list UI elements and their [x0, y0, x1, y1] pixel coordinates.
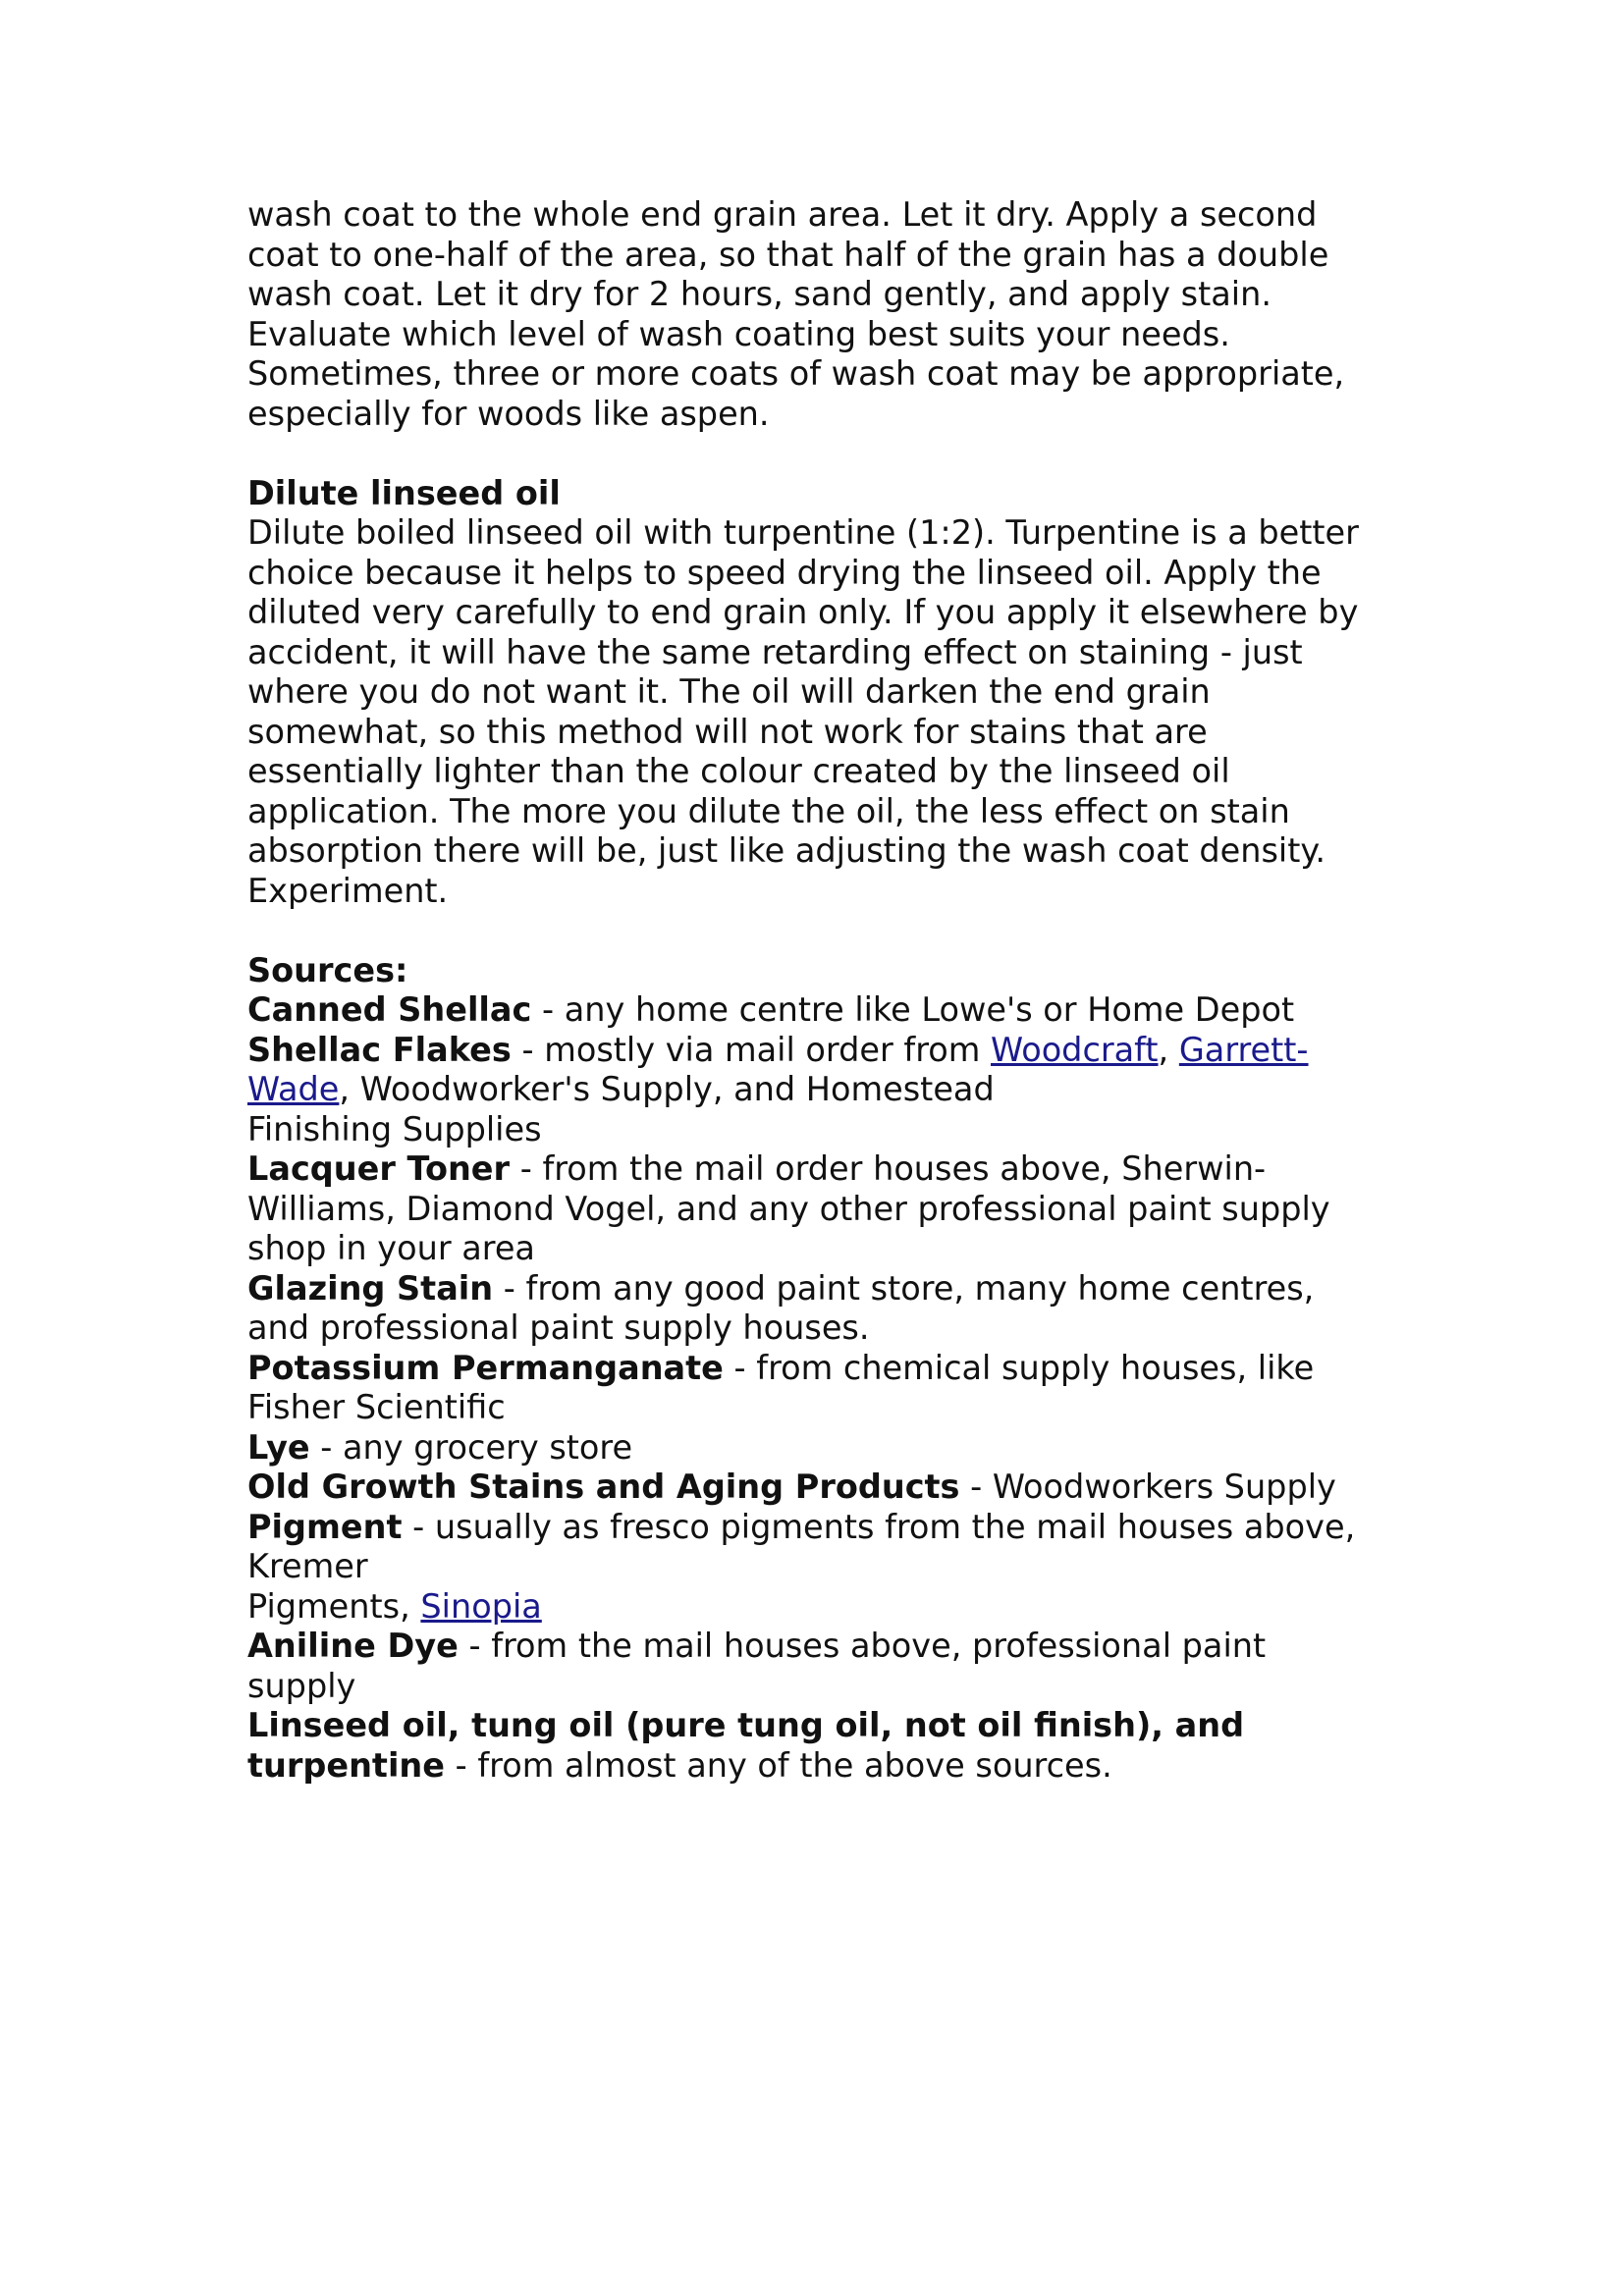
- spacer: [247, 911, 1406, 951]
- linseed-line: Experiment.: [247, 871, 449, 910]
- source-term: Linseed oil, tung oil (pure tung oil, not oil finish), and: [247, 1706, 1245, 1744]
- source-potassium: [247, 1349, 1406, 1389]
- source-text: - from the mail houses above, professional paint: [458, 1627, 1267, 1665]
- intro-line: Sometimes, three or more coats of wash coat may be appropriate,: [247, 354, 1345, 393]
- source-text: - from chemical supply houses, like: [723, 1348, 1315, 1387]
- source-term: turpentine: [247, 1745, 445, 1785]
- source-term: Potassium Permanganate: [247, 1348, 724, 1387]
- intro-line: wash coat to the whole end grain area. Let it dry. Apply a second: [247, 195, 1318, 234]
- intro-line: Evaluate which level of wash coating best suits your needs.: [247, 314, 1230, 353]
- garrett-wade-link[interactable]: Garrett-: [1178, 1030, 1309, 1069]
- linseed-line: application. The more you dilute the oil, the less effect on stain: [247, 791, 1290, 830]
- source-canned-shellac: [247, 990, 1406, 1031]
- source-glazing-stain: [247, 1269, 1406, 1309]
- intro-line: especially for woods like aspen.: [247, 394, 770, 433]
- source-text: - Woodworkers Supply: [959, 1468, 1336, 1506]
- source-text: ,: [1158, 1030, 1179, 1069]
- linseed-line: where you do not want it. The oil will darken the end grain: [247, 672, 1211, 711]
- source-term: Lacquer Toner: [247, 1149, 511, 1188]
- source-text: Fisher Scientific: [247, 1388, 506, 1426]
- source-pigment-cont: [247, 1587, 1406, 1628]
- source-text: and professional paint supply houses.: [247, 1308, 870, 1347]
- source-text: - mostly via mail order from: [511, 1030, 992, 1069]
- intro-line: coat to one-half of the area, so that half of the grain has a double: [247, 235, 1329, 274]
- source-term: Old Growth Stains and Aging Products: [247, 1468, 960, 1506]
- source-oils-cont: [247, 1746, 1406, 1787]
- source-shellac-flakes-cont: [247, 1070, 1406, 1110]
- sources-heading: Sources:: [247, 950, 408, 989]
- source-term: Shellac Flakes: [247, 1030, 512, 1069]
- linseed-heading: Dilute linseed oil: [247, 473, 561, 512]
- source-text: Pigments,: [247, 1586, 421, 1626]
- linseed-section: [247, 474, 1406, 912]
- source-text: - from almost any of the above sources.: [445, 1745, 1112, 1785]
- source-text: - from any good paint store, many home centres,: [493, 1268, 1315, 1308]
- source-shellac-flakes: [247, 1031, 1406, 1071]
- source-term: Aniline Dye: [247, 1627, 459, 1665]
- garrett-wade-link[interactable]: Wade: [247, 1070, 340, 1108]
- source-text: Williams, Diamond Vogel, and any other professional paint supply: [247, 1189, 1330, 1228]
- source-aniline: [247, 1627, 1406, 1667]
- sources-section: [247, 951, 1406, 1787]
- source-text: Kremer: [247, 1547, 368, 1585]
- source-text: - any grocery store: [309, 1427, 633, 1467]
- source-term: Pigment: [247, 1507, 403, 1546]
- linseed-line: absorption there will be, just like adjusting the wash coat density.: [247, 831, 1326, 870]
- source-lye: [247, 1428, 1406, 1468]
- source-term: Lye: [247, 1427, 310, 1467]
- source-text: supply: [247, 1666, 356, 1705]
- source-pigment: [247, 1508, 1406, 1548]
- source-text: - usually as fresco pigments from the mail houses above,: [402, 1507, 1356, 1546]
- sinopia-link[interactable]: Sinopia: [420, 1586, 542, 1626]
- source-text: shop in your area: [247, 1229, 535, 1267]
- linseed-line: accident, it will have the same retarding effect on staining - just: [247, 632, 1303, 671]
- intro-line: wash coat. Let it dry for 2 hours, sand gently, and apply stain.: [247, 275, 1271, 313]
- spacer: [247, 434, 1406, 474]
- woodcraft-link[interactable]: Woodcraft: [991, 1030, 1159, 1069]
- linseed-line: essentially lighter than the colour created by the linseed oil: [247, 752, 1230, 790]
- intro-paragraph: [247, 195, 1406, 434]
- source-lacquer-toner: [247, 1149, 1406, 1190]
- source-text: , Woodworker's Supply, and Homestead: [339, 1070, 995, 1108]
- source-text: - from the mail order houses above, Sherwin-: [510, 1149, 1267, 1188]
- source-text: Finishing Supplies: [247, 1109, 542, 1148]
- document-page: [247, 195, 1406, 1786]
- source-oils: [247, 1706, 1406, 1746]
- source-old-growth: [247, 1468, 1406, 1508]
- linseed-line: Dilute boiled linseed oil with turpentine (1:2). Turpentine is a better: [247, 513, 1359, 552]
- linseed-line: diluted very carefully to end grain only. If you apply it elsewhere by: [247, 593, 1359, 631]
- linseed-line: somewhat, so this method will not work for stains that are: [247, 712, 1208, 751]
- source-text: - any home centre like Lowe's or Home Depot: [531, 990, 1295, 1029]
- linseed-line: choice because it helps to speed drying the linseed oil. Apply the: [247, 553, 1322, 592]
- source-term: Canned Shellac: [247, 990, 532, 1029]
- source-term: Glazing Stain: [247, 1268, 494, 1308]
